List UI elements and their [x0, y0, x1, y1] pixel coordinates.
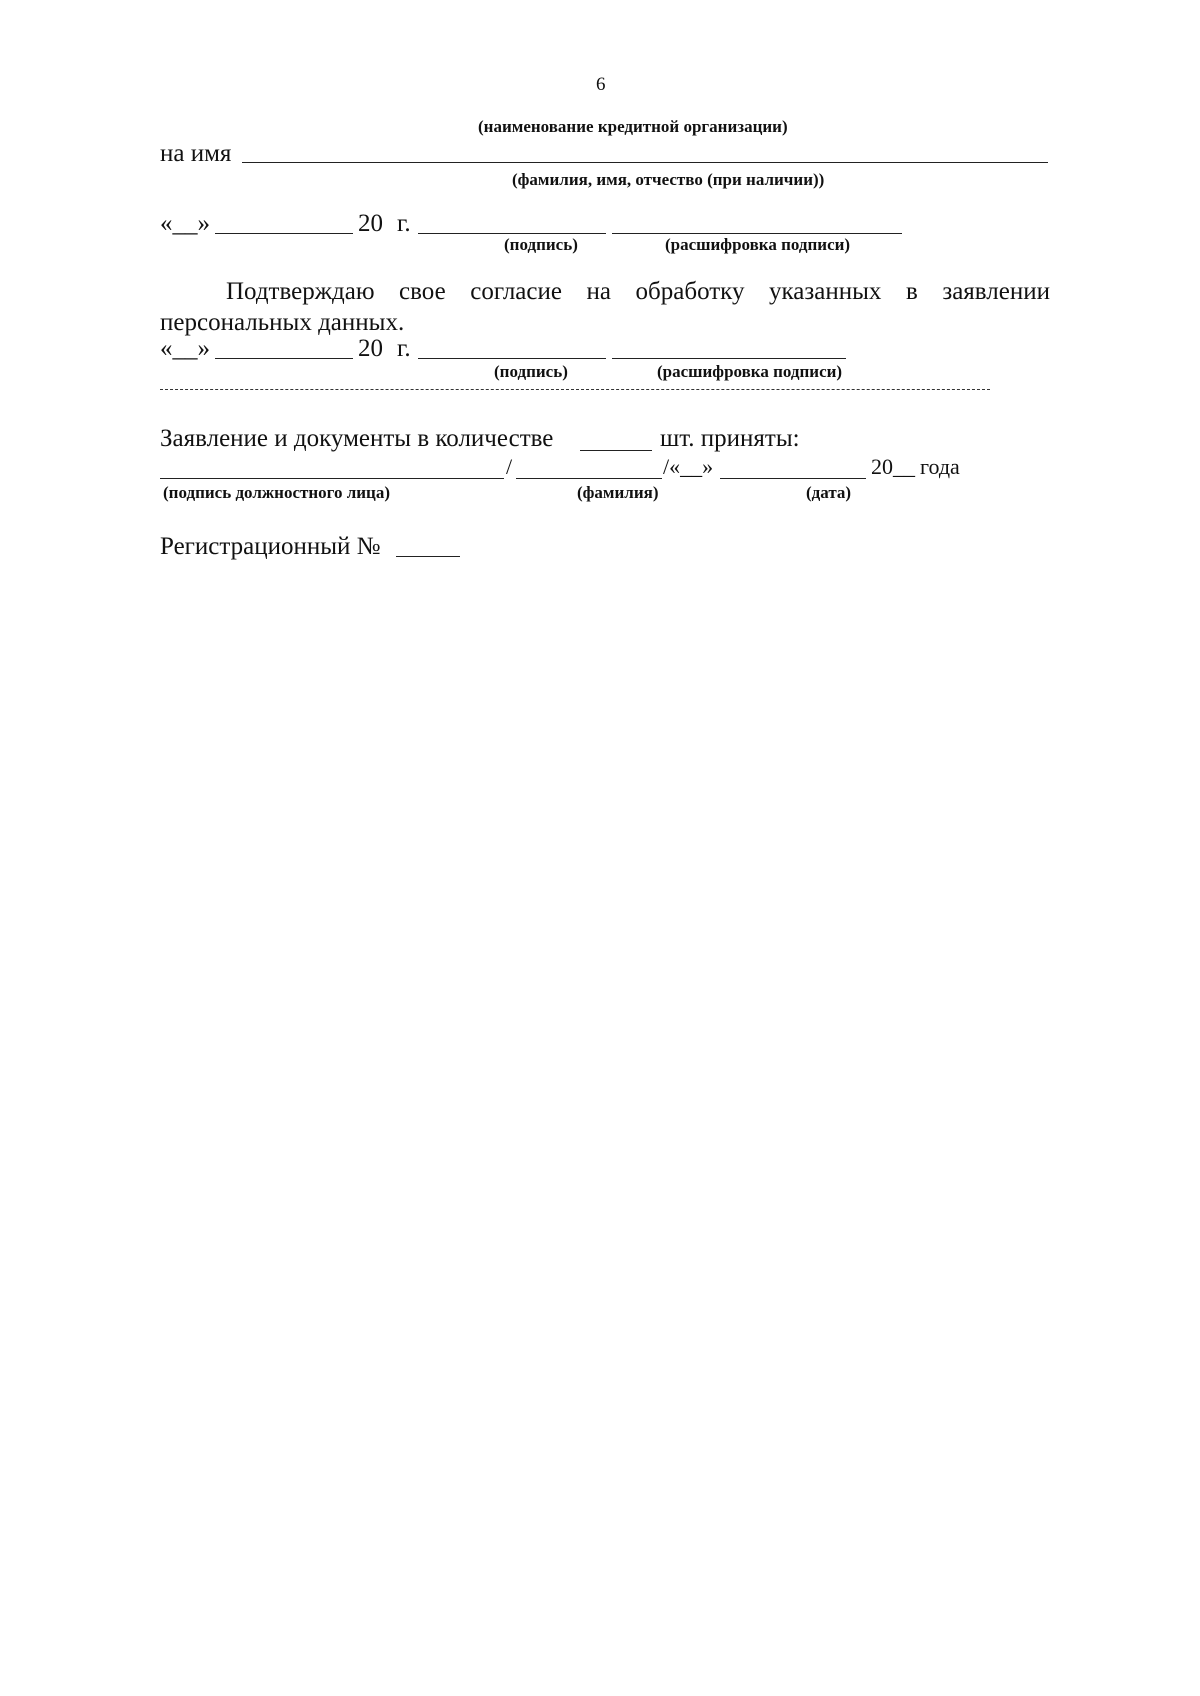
consent-line-2: персональных данных. — [160, 309, 405, 336]
decode-caption-2: (расшифровка подписи) — [657, 362, 843, 381]
acceptance-text-before: Заявление и документы в количестве — [160, 425, 554, 452]
registration-number-field[interactable] — [396, 556, 460, 557]
decode-field-1[interactable] — [612, 233, 902, 234]
acceptance-text-after: шт. приняты: — [660, 425, 800, 452]
accept-year-word: года — [920, 454, 960, 479]
year-label-2: 20 — [358, 335, 383, 362]
decode-caption-1: (расшифровка подписи) — [665, 235, 851, 254]
official-signature-field[interactable] — [160, 478, 504, 479]
surname-field[interactable] — [516, 478, 662, 479]
signature-field-1[interactable] — [418, 233, 606, 234]
cut-line — [160, 389, 990, 390]
day-quote-2: «__» — [160, 335, 210, 362]
page-number: 6 — [596, 74, 606, 95]
decode-field-2[interactable] — [612, 358, 846, 359]
name-label: на имя — [160, 140, 232, 167]
name-caption: (фамилия, имя, отчество (при наличии)) — [512, 170, 825, 189]
signature-caption-1: (подпись) — [504, 235, 578, 254]
slash-separator-1: / — [506, 454, 513, 479]
accept-month-field[interactable] — [720, 478, 866, 479]
date-caption: (дата) — [806, 483, 852, 502]
day-quote-1: «__» — [160, 210, 210, 237]
accept-year: 20__ — [871, 454, 915, 479]
year-label-1: 20 — [358, 210, 383, 237]
quantity-field[interactable] — [580, 450, 652, 451]
registration-label: Регистрационный № — [160, 533, 381, 560]
official-caption: (подпись должностного лица) — [163, 483, 391, 502]
signature-field-2[interactable] — [418, 358, 606, 359]
credit-org-caption: (наименование кредитной организации) — [478, 117, 788, 136]
signature-caption-2: (подпись) — [494, 362, 568, 381]
slash-day-quote: /«__» — [663, 454, 714, 479]
consent-line-1: Подтверждаю свое согласие на обработку указанных в заявлении — [226, 278, 1050, 305]
year-suffix-2: г. — [397, 335, 411, 362]
month-field-1[interactable] — [215, 233, 353, 234]
month-field-2[interactable] — [215, 358, 353, 359]
surname-caption: (фамилия) — [577, 483, 659, 502]
name-field[interactable] — [242, 162, 1048, 163]
year-suffix-1: г. — [397, 210, 411, 237]
